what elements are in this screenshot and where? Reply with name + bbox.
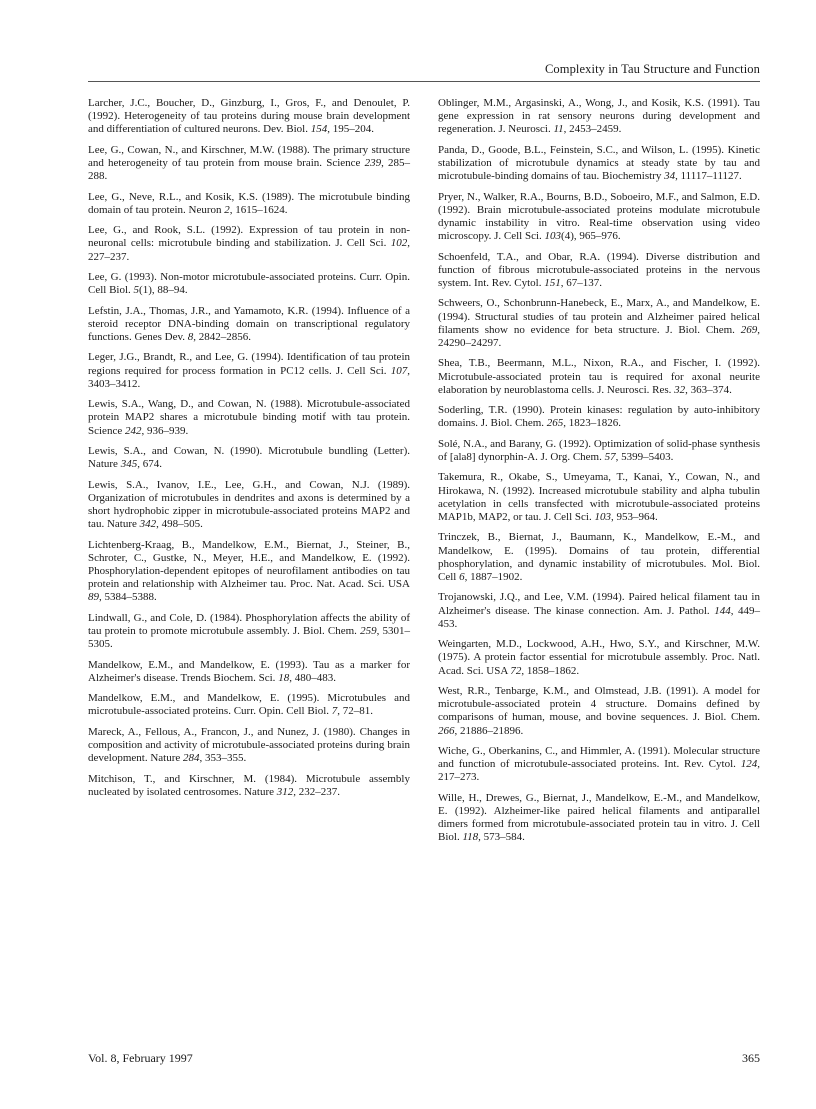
reference-pages: , 11117–11127.: [675, 170, 742, 183]
reference-pages: (4), 965–976.: [561, 230, 621, 243]
reference-volume: 11: [553, 123, 564, 136]
reference-volume: 18: [278, 671, 290, 684]
reference-text: Wiche, G., Oberkanins, C., and Himmler, A. (1991). Molecular structure and function of microtubule-associated proteins. Int. Rev. Cytol.: [438, 744, 760, 771]
reference-volume: 118: [462, 831, 479, 844]
reference-text: Mitchison, T., and Kirschner, M. (1984). Microtubule assembly nucleated by isolated centrosomes. Nature: [88, 772, 410, 798]
reference-volume: 342: [139, 518, 157, 531]
reference-volume: 269: [740, 323, 758, 336]
reference-entry: [438, 471, 760, 524]
reference-pages: , 217–273.: [438, 758, 760, 784]
reference-volume: 345: [120, 458, 138, 471]
reference-volume: 72: [510, 664, 522, 677]
reference-entry: [88, 97, 410, 137]
footer-volume-date: Vol. 8, February 1997: [88, 1051, 193, 1065]
reference-volume: 312: [276, 785, 294, 798]
reference-pages: , 5301–5305.: [88, 624, 410, 651]
reference-text: Pryer, N., Walker, R.A., Bourns, B.D., Soboeiro, M.F., and Salmon, E.D. (1992). Brain microtubule-associated proteins modulate microtubule dynamic instability in vitro. Real-time observation using video microscopy. J. Cell Sci.: [438, 190, 760, 243]
reference-pages: , 232–237.: [293, 785, 341, 798]
reference-entry: [438, 685, 760, 738]
reference-text: West, R.R., Tenbarge, K.M., and Olmstead, J.B. (1991). A model for microtubule-associated protein 4 structure. Domains defined by comparisons of human, mouse, and bovine sequences. J. Biol. Chem.: [438, 684, 760, 724]
reference-volume: 144: [714, 604, 731, 617]
reference-pages: , 449–453.: [438, 604, 761, 630]
reference-entry: [438, 357, 760, 397]
reference-pages: , 285–288.: [88, 157, 411, 183]
reference-text: Weingarten, M.D., Lockwood, A.H., Hwo, S.Y., and Kirschner, M.W. (1975). A protein factor essential for microtubule assembly. Proc. Natl. Acad. Sci. USA: [438, 638, 760, 677]
reference-pages: , 21886–21896.: [454, 724, 524, 737]
reference-pages: , 67–137.: [560, 277, 602, 289]
reference-pages: , 24290–24297.: [438, 323, 760, 349]
reference-entry: [88, 271, 410, 297]
reference-entry: [438, 251, 760, 291]
reference-text: Wille, H., Drewes, G., Biernat, J., Mandelkow, E.-M., and Mandelkow, E. (1992). Alzheimer-like paired helical filaments and antiparallel dimers formed from microtubule-associated protein tau in vitro. J. Cell Biol.: [438, 791, 760, 844]
reference-text: Lefstin, J.A., Thomas, J.R., and Yamamoto, K.R. (1994). Influence of a steroid receptor DNA-binding domain on transcriptional regulatory functions. Genes Dev.: [88, 304, 410, 343]
reference-pages: , 2842–2856.: [193, 330, 252, 343]
reference-entry: [438, 591, 760, 631]
reference-pages: , 353–355.: [199, 752, 247, 765]
reference-text: Lee, G., Cowan, N., and Kirschner, M.W. (1988). The primary structure and heterogeneity of tau protein from mouse brain. Science: [88, 143, 410, 169]
reference-text: Lee, G. (1993). Non-motor microtubule-associated proteins. Curr. Opin. Cell Biol.: [88, 270, 410, 297]
reference-volume: 6: [459, 570, 465, 583]
reference-volume: 265: [546, 417, 564, 430]
reference-text: Lee, G., Neve, R.L., and Kosik, K.S. (1989). The microtubule binding domain of tau protein. Neuron: [88, 190, 410, 216]
footer-page-number: 365: [742, 1051, 760, 1065]
reference-text: Takemura, R., Okabe, S., Umeyama, T., Kanai, Y., Cowan, N., and Hirokawa, N. (1992). Increased microtubule stability and alpha tubulin acetylation in cells transfected with microtubule-associated proteins MAP1b, MAP2, or tau. J. Cell Sci.: [438, 471, 760, 523]
reference-entry: [88, 398, 410, 438]
reference-entry: [438, 792, 760, 845]
reference-volume: 124: [740, 758, 758, 771]
reference-text: Shea, T.B., Beermann, M.L., Nixon, R.A., and Fischer, I. (1992). Microtubule-associated protein tau is required for axonal neurite elaboration by neuroblastoma cells. J. Neurosci. Res.: [438, 357, 760, 396]
reference-pages: , 2453–2459.: [563, 123, 622, 136]
reference-volume: 5: [133, 284, 140, 297]
reference-volume: 239: [364, 157, 382, 169]
references-column-left: [88, 97, 410, 806]
reference-text: Lichtenberg-Kraag, B., Mandelkow, E.M., Biernat, J., Steiner, B., Schroter, C., Gustke, N., Meyer, H.E., and Mandelkow, E. (1992). Phosphorylation-dependent epitopes of neurofilament antibodies on tau protein and relationship with Alzheimer tau. Proc. Nat. Acad. Sci. USA: [88, 538, 410, 591]
reference-pages: , 674.: [137, 458, 162, 471]
reference-pages: , 953–964.: [610, 510, 658, 523]
reference-entry: [88, 726, 410, 766]
reference-entry: [88, 351, 410, 391]
reference-pages: , 227–237.: [88, 237, 410, 263]
reference-entry: [438, 144, 760, 184]
reference-volume: 102: [390, 237, 408, 250]
reference-entry: [88, 305, 410, 345]
reference-entry: [88, 445, 410, 471]
reference-volume: 7: [331, 705, 338, 718]
reference-entry: [88, 692, 410, 718]
reference-text: Panda, D., Goode, B.L., Feinstein, S.C., and Wilson, L. (1995). Kinetic stabilization of microtubule dynamics at steady state by tau and microtubule-binding domains of tau. Biochemistry: [438, 143, 760, 183]
reference-text: Lewis, S.A., Wang, D., and Cowan, N. (1988). Microtubule-associated protein MAP2 shares a microtubule binding motif with tau protein. Science: [88, 398, 410, 437]
reference-entry: [438, 438, 760, 464]
reference-volume: 154: [310, 123, 328, 136]
reference-text: Schweers, O., Schonbrunn-Hanebeck, E., Marx, A., and Mandelkow, E. (1994). Structural studies of tau protein and Alzheimer paired helical filaments show no evidence for beta structure. J. Biol. Chem.: [438, 297, 760, 336]
reference-entry: [438, 531, 760, 584]
references-column-right: [438, 97, 760, 852]
reference-entry: [88, 144, 410, 184]
running-header-title: Complexity in Tau Structure and Function: [544, 62, 760, 76]
reference-volume: 284: [183, 752, 200, 765]
reference-volume: 266: [438, 724, 455, 737]
reference-volume: 89: [88, 591, 99, 604]
reference-entry: [88, 224, 410, 264]
reference-pages: , 5399–5403.: [615, 450, 674, 463]
reference-text: Oblinger, M.M., Argasinski, A., Wong, J., and Kosik, K.S. (1991). Tau gene expression in rat sensory neurons during development and regeneration. J. Neurosci.: [438, 97, 760, 136]
reference-volume: 32: [674, 383, 686, 396]
reference-volume: 151: [544, 277, 561, 289]
reference-text: Trinczek, B., Biernat, J., Baumann, K., Mandelkow, E.-M., and Mandelkow, E. (1995). Domains of tau protein, differential phosphorylation, and dynamic instability of microtubules. Mol. Biol. Cell: [438, 531, 760, 583]
reference-pages: , 1823–1826.: [563, 417, 622, 430]
reference-volume: 103: [594, 510, 611, 523]
reference-pages: , 936–939.: [141, 424, 189, 437]
reference-text: Mareck, A., Fellous, A., Francon, J., and Nunez, J. (1980). Changes in composition and activity of microtubule-associated proteins during brain development. Nature: [88, 725, 410, 765]
reference-pages: , 1615–1624.: [229, 203, 288, 216]
reference-entry: [88, 659, 410, 685]
reference-entry: [438, 297, 760, 350]
reference-volume: 103: [544, 230, 562, 243]
reference-entry: [88, 773, 410, 799]
reference-entry: [88, 612, 410, 652]
reference-pages: , 72–81.: [337, 705, 374, 718]
reference-entry: [438, 191, 760, 244]
reference-pages: , 3403–3412.: [88, 364, 410, 390]
reference-pages: (1), 88–94.: [139, 284, 188, 297]
reference-pages: , 195–204.: [327, 123, 374, 136]
reference-pages: , 480–483.: [289, 671, 336, 684]
reference-text: Larcher, J.C., Boucher, D., Ginzburg, I., Gros, F., and Denoulet, P. (1992). Heterogeneity of tau proteins during mouse brain development and differentiation of cultured neurons. Dev. Biol.: [88, 97, 410, 136]
reference-entry: [88, 479, 410, 532]
reference-entry: [438, 97, 760, 137]
reference-volume: 8: [187, 330, 194, 343]
reference-entry: [88, 191, 410, 217]
reference-volume: 34: [664, 170, 676, 183]
reference-pages: , 363–374.: [685, 383, 732, 396]
reference-volume: 259: [360, 624, 377, 637]
reference-text: Leger, J.G., Brandt, R., and Lee, G. (1994). Identification of tau protein regions required for process formation in PC12 cells. J. Cell Sci.: [88, 351, 410, 377]
reference-volume: 2: [224, 203, 230, 216]
reference-volume: 107: [390, 364, 408, 377]
reference-entry: [88, 539, 410, 605]
reference-text: Mandelkow, E.M., and Mandelkow, E. (1993). Tau as a marker for Alzheimer's disease. Trends Biochem. Sci.: [88, 658, 410, 684]
reference-pages: , 498–505.: [156, 518, 203, 531]
reference-volume: 242: [124, 424, 142, 437]
reference-text: Lewis, S.A., and Cowan, N. (1990). Microtubule bundling (Letter). Nature: [88, 444, 410, 471]
reference-entry: [438, 404, 760, 430]
reference-text: Lewis, S.A., Ivanov, I.E., Lee, G.H., and Cowan, N.J. (1989). Organization of microtubules in dendrites and axons is determined by a short hydrophobic zipper in microtubule-associated proteins MAP2 and tau. Nature: [88, 478, 410, 531]
reference-entry: [438, 745, 760, 785]
reference-pages: , 1858–1862.: [521, 664, 580, 677]
reference-text: Lindwall, G., and Cole, D. (1984). Phosphorylation affects the ability of tau protein to promote microtubule assembly. J. Biol. Chem.: [88, 611, 410, 637]
reference-volume: 57: [604, 450, 616, 463]
reference-pages: , 5384–5388.: [99, 591, 157, 604]
reference-text: Lee, G., and Rook, S.L. (1992). Expression of tau protein in non-neuronal cells: microtubule binding and stabilization. J. Cell Sci.: [88, 224, 410, 250]
reference-text: Schoenfeld, T.A., and Obar, R.A. (1994). Diverse distribution and function of fibrous microtubule-associated proteins in the nervous system. Int. Rev. Cytol.: [438, 250, 760, 289]
reference-text: Mandelkow, E.M., and Mandelkow, E. (1995). Microtubules and microtubule-associated proteins. Curr. Opin. Cell Biol.: [88, 692, 410, 718]
reference-text: Soderling, T.R. (1990). Protein kinases: regulation by auto-inhibitory domains. J. Biol. Chem.: [438, 404, 760, 430]
reference-text: Trojanowski, J.Q., and Lee, V.M. (1994). Paired helical filament tau in Alzheimer's disease. The kinase connection. Am. J. Pathol.: [438, 591, 760, 617]
reference-pages: , 1887–1902.: [464, 570, 523, 583]
reference-entry: [438, 638, 760, 678]
reference-text: Solé, N.A., and Barany, G. (1992). Optimization of solid-phase synthesis of [ala8] dynorphin-A. J. Org. Chem.: [438, 437, 760, 463]
reference-pages: , 573–584.: [478, 831, 525, 844]
header-divider: [88, 81, 760, 82]
